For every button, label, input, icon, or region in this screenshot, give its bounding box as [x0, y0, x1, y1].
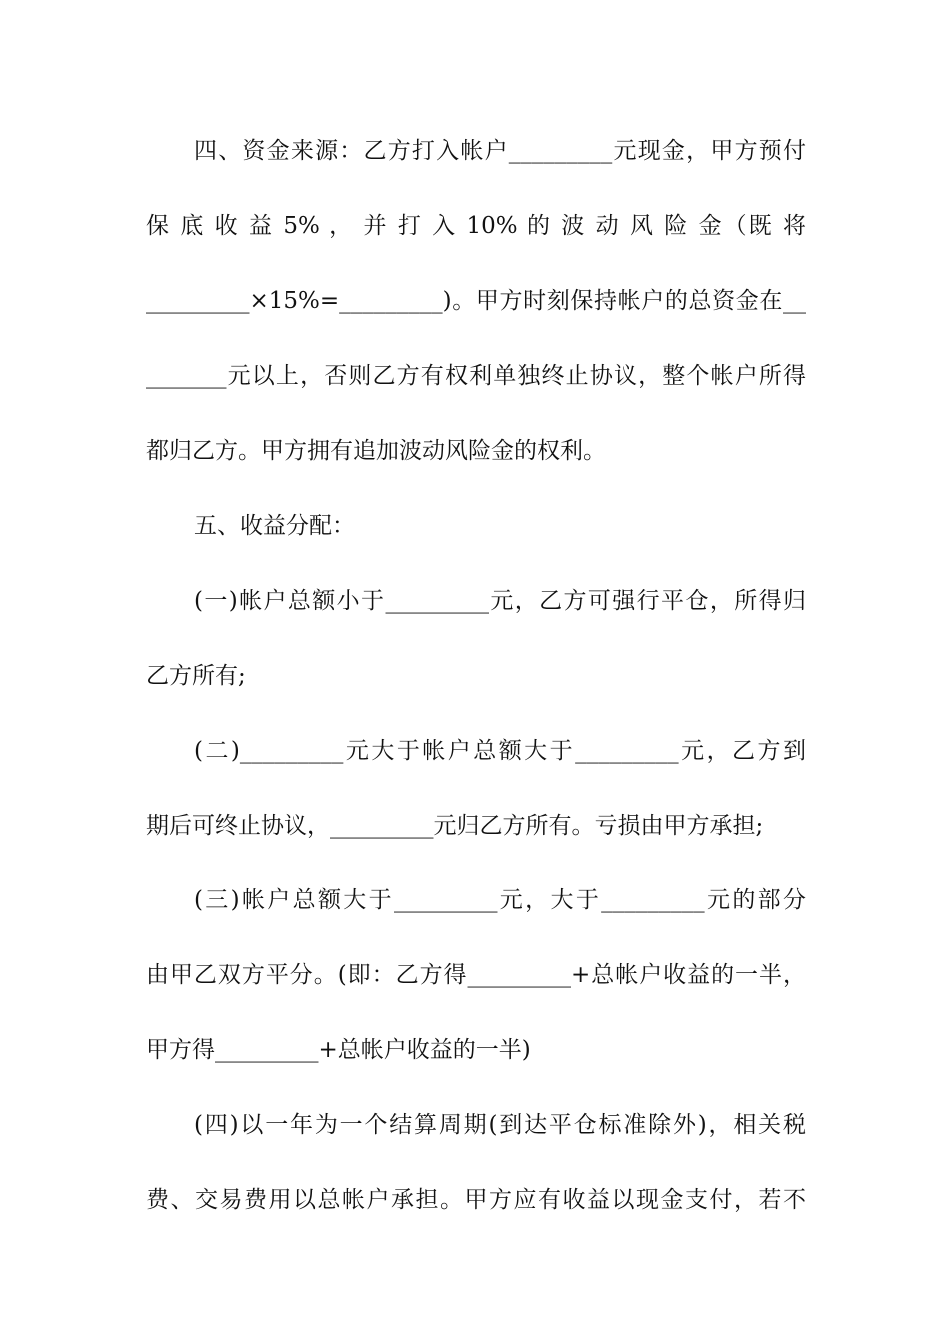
clause-1-line-2: 乙方所有; — [146, 663, 246, 689]
clause-3-line-2: 由甲乙双方平分。(即：乙方得_________+总帐户收益的一半， — [146, 962, 806, 988]
paragraph-4-line-3: _________×15%=_________)。甲方时刻保持帐户的总资金在__ — [146, 288, 806, 314]
clause-4-line-2: 费、交易费用以总帐户承担。甲方应有收益以现金支付，若不 — [146, 1187, 806, 1213]
section-heading-income-distribution: 五、收益分配： — [194, 513, 355, 539]
paragraph-4-line-5: 都归乙方。甲方拥有追加波动风险金的权利。 — [146, 438, 606, 464]
clause-3-line-1: (三)帐户总额大于_________元，大于_________元的部分 — [194, 887, 806, 913]
clause-2-line-2: 期后可终止协议，_________元归乙方所有。亏损由甲方承担; — [146, 813, 764, 839]
paragraph-4-line-1: 四、资金来源：乙方打入帐户_________元现金，甲方预付 — [194, 138, 806, 164]
clause-2-line-1: (二)_________元大于帐户总额大于_________元，乙方到 — [194, 738, 806, 764]
paragraph-4-line-4: _______元以上，否则乙方有权利单独终止协议，整个帐户所得 — [146, 363, 806, 389]
paragraph-4-line-2: 保 底 收 益 5% ， 并 打 入 10% 的 波 动 风 险 金（既 将 — [146, 213, 806, 239]
clause-3-line-3: 甲方得_________+总帐户收益的一半) — [146, 1037, 531, 1063]
clause-1-line-1: (一)帐户总额小于_________元，乙方可强行平仓，所得归 — [194, 588, 806, 614]
clause-4-line-1: (四)以一年为一个结算周期(到达平仓标准除外)，相关税 — [194, 1112, 806, 1138]
